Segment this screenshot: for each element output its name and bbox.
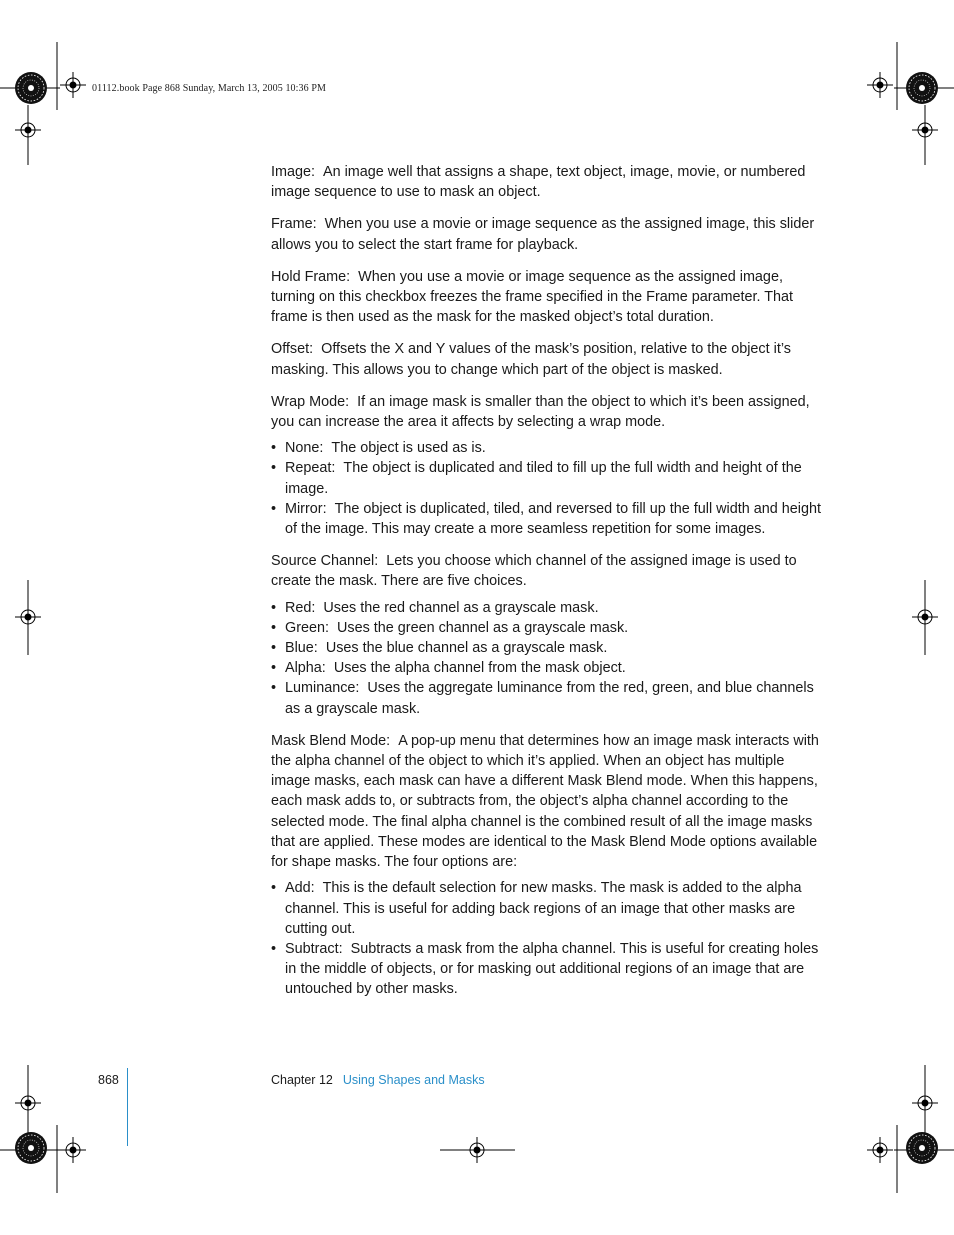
- term-description: The object is duplicated and tiled to fill up the full width and height of the image.: [285, 460, 802, 497]
- blend-mode-list: [271, 878, 827, 999]
- term-label: Mask Blend Mode:: [271, 732, 391, 749]
- list-item: [271, 598, 827, 618]
- term-description: A pop-up menu that determines how an image mask interacts with the alpha channel of the object to which it’s applied. When an object has multiple image masks, each mask can have a different Mask Blend mode. When this happens, each mask adds to, or subtracts from, the object’s alpha channel according to the selected mode. The final alpha channel is the combined result of all the image masks that are applied. These modes are identical to the Mask Blend Mode options available for shape masks. The four options are:: [271, 732, 819, 871]
- term-description: The object is used as is.: [331, 440, 486, 457]
- wrap-mode-list: [271, 438, 827, 539]
- term-label: Hold Frame:: [271, 268, 351, 285]
- term-label: Subtract:: [285, 940, 343, 957]
- term-label: Red:: [285, 599, 316, 616]
- list-item: [271, 878, 827, 939]
- list-item: [271, 658, 827, 678]
- term-label: Frame:: [271, 216, 317, 233]
- term-label: Source Channel:: [271, 553, 379, 570]
- term-label: Add:: [285, 880, 315, 897]
- term-label: Repeat:: [285, 460, 336, 477]
- term-label: Luminance:: [285, 680, 360, 697]
- term-description: Offsets the X and Y values of the mask’s position, relative to the object it’s masking. This allows you to change which part of the object is masked.: [271, 341, 791, 378]
- list-item: [271, 618, 827, 638]
- term-label: Blue:: [285, 640, 318, 657]
- term-description: Subtracts a mask from the alpha channel. This is useful for creating holes in the middle of objects, or for masking out additional regions of an image that are untouched by other masks.: [285, 940, 819, 998]
- term-label: Offset:: [271, 341, 314, 358]
- term-description: Uses the blue channel as a grayscale mask.: [325, 640, 608, 657]
- list-item: [271, 438, 827, 458]
- page-body: [271, 162, 827, 1012]
- chapter-reference: [271, 1072, 485, 1088]
- term-label: Image:: [271, 164, 315, 180]
- chapter-label: Chapter 12: [271, 1073, 333, 1087]
- term-label: None:: [285, 440, 324, 457]
- definition-paragraph: [271, 731, 827, 872]
- definition-paragraph: [271, 214, 827, 254]
- definition-paragraph: [271, 267, 827, 328]
- chapter-title-link[interactable]: Using Shapes and Masks: [342, 1073, 485, 1087]
- list-item: [271, 939, 827, 1000]
- list-item: [271, 638, 827, 658]
- term-description: Uses the red channel as a grayscale mask.: [323, 599, 599, 616]
- term-description: Lets you choose which channel of the assigned image is used to create the mask. There are five choices.: [271, 553, 797, 590]
- term-description: Uses the alpha channel from the mask object.: [333, 660, 626, 677]
- footer-rule: [127, 1068, 128, 1146]
- list-item: [271, 499, 827, 539]
- definition-paragraph: [271, 162, 827, 202]
- page-number: 868: [98, 1073, 119, 1087]
- term-description: Uses the aggregate luminance from the red, green, and blue channels as a grayscale mask.: [285, 680, 814, 717]
- definition-paragraph: [271, 392, 827, 432]
- term-description: Uses the green channel as a grayscale mask.: [337, 619, 629, 636]
- list-item: [271, 458, 827, 498]
- channel-list: [271, 598, 827, 719]
- term-description: The object is duplicated, tiled, and reversed to fill up the full width and height of the image. This may create a more seamless repetition for some images.: [285, 500, 821, 538]
- term-description: When you use a movie or image sequence as the assigned image, turning on this checkbox freezes the frame specified in the Frame parameter. That frame is then used as the mask for the masked object’s total duration.: [271, 268, 794, 326]
- term-description: When you use a movie or image sequence as the assigned image, this slider allows you to select the start frame for playback.: [271, 216, 815, 253]
- term-description: This is the default selection for new masks. The mask is added to the alpha channel. This is useful for adding back regions of an image that other masks are cutting out.: [285, 880, 802, 937]
- definition-paragraph: [271, 339, 827, 379]
- term-label: Green:: [285, 619, 329, 636]
- term-label: Wrap Mode:: [271, 393, 350, 410]
- list-item: [271, 678, 827, 718]
- term-description: An image well that assigns a shape, text object, image, movie, or numbered image sequence to use to mask an object.: [271, 164, 806, 201]
- print-slug: 01112.book Page 868 Sunday, March 13, 2005 10:36 PM: [92, 83, 326, 94]
- term-label: Mirror:: [285, 500, 327, 517]
- term-description: If an image mask is smaller than the object to which it’s been assigned, you can increase the area it affects by selecting a wrap mode.: [271, 393, 810, 431]
- definition-paragraph: [271, 551, 827, 591]
- term-label: Alpha:: [285, 660, 326, 677]
